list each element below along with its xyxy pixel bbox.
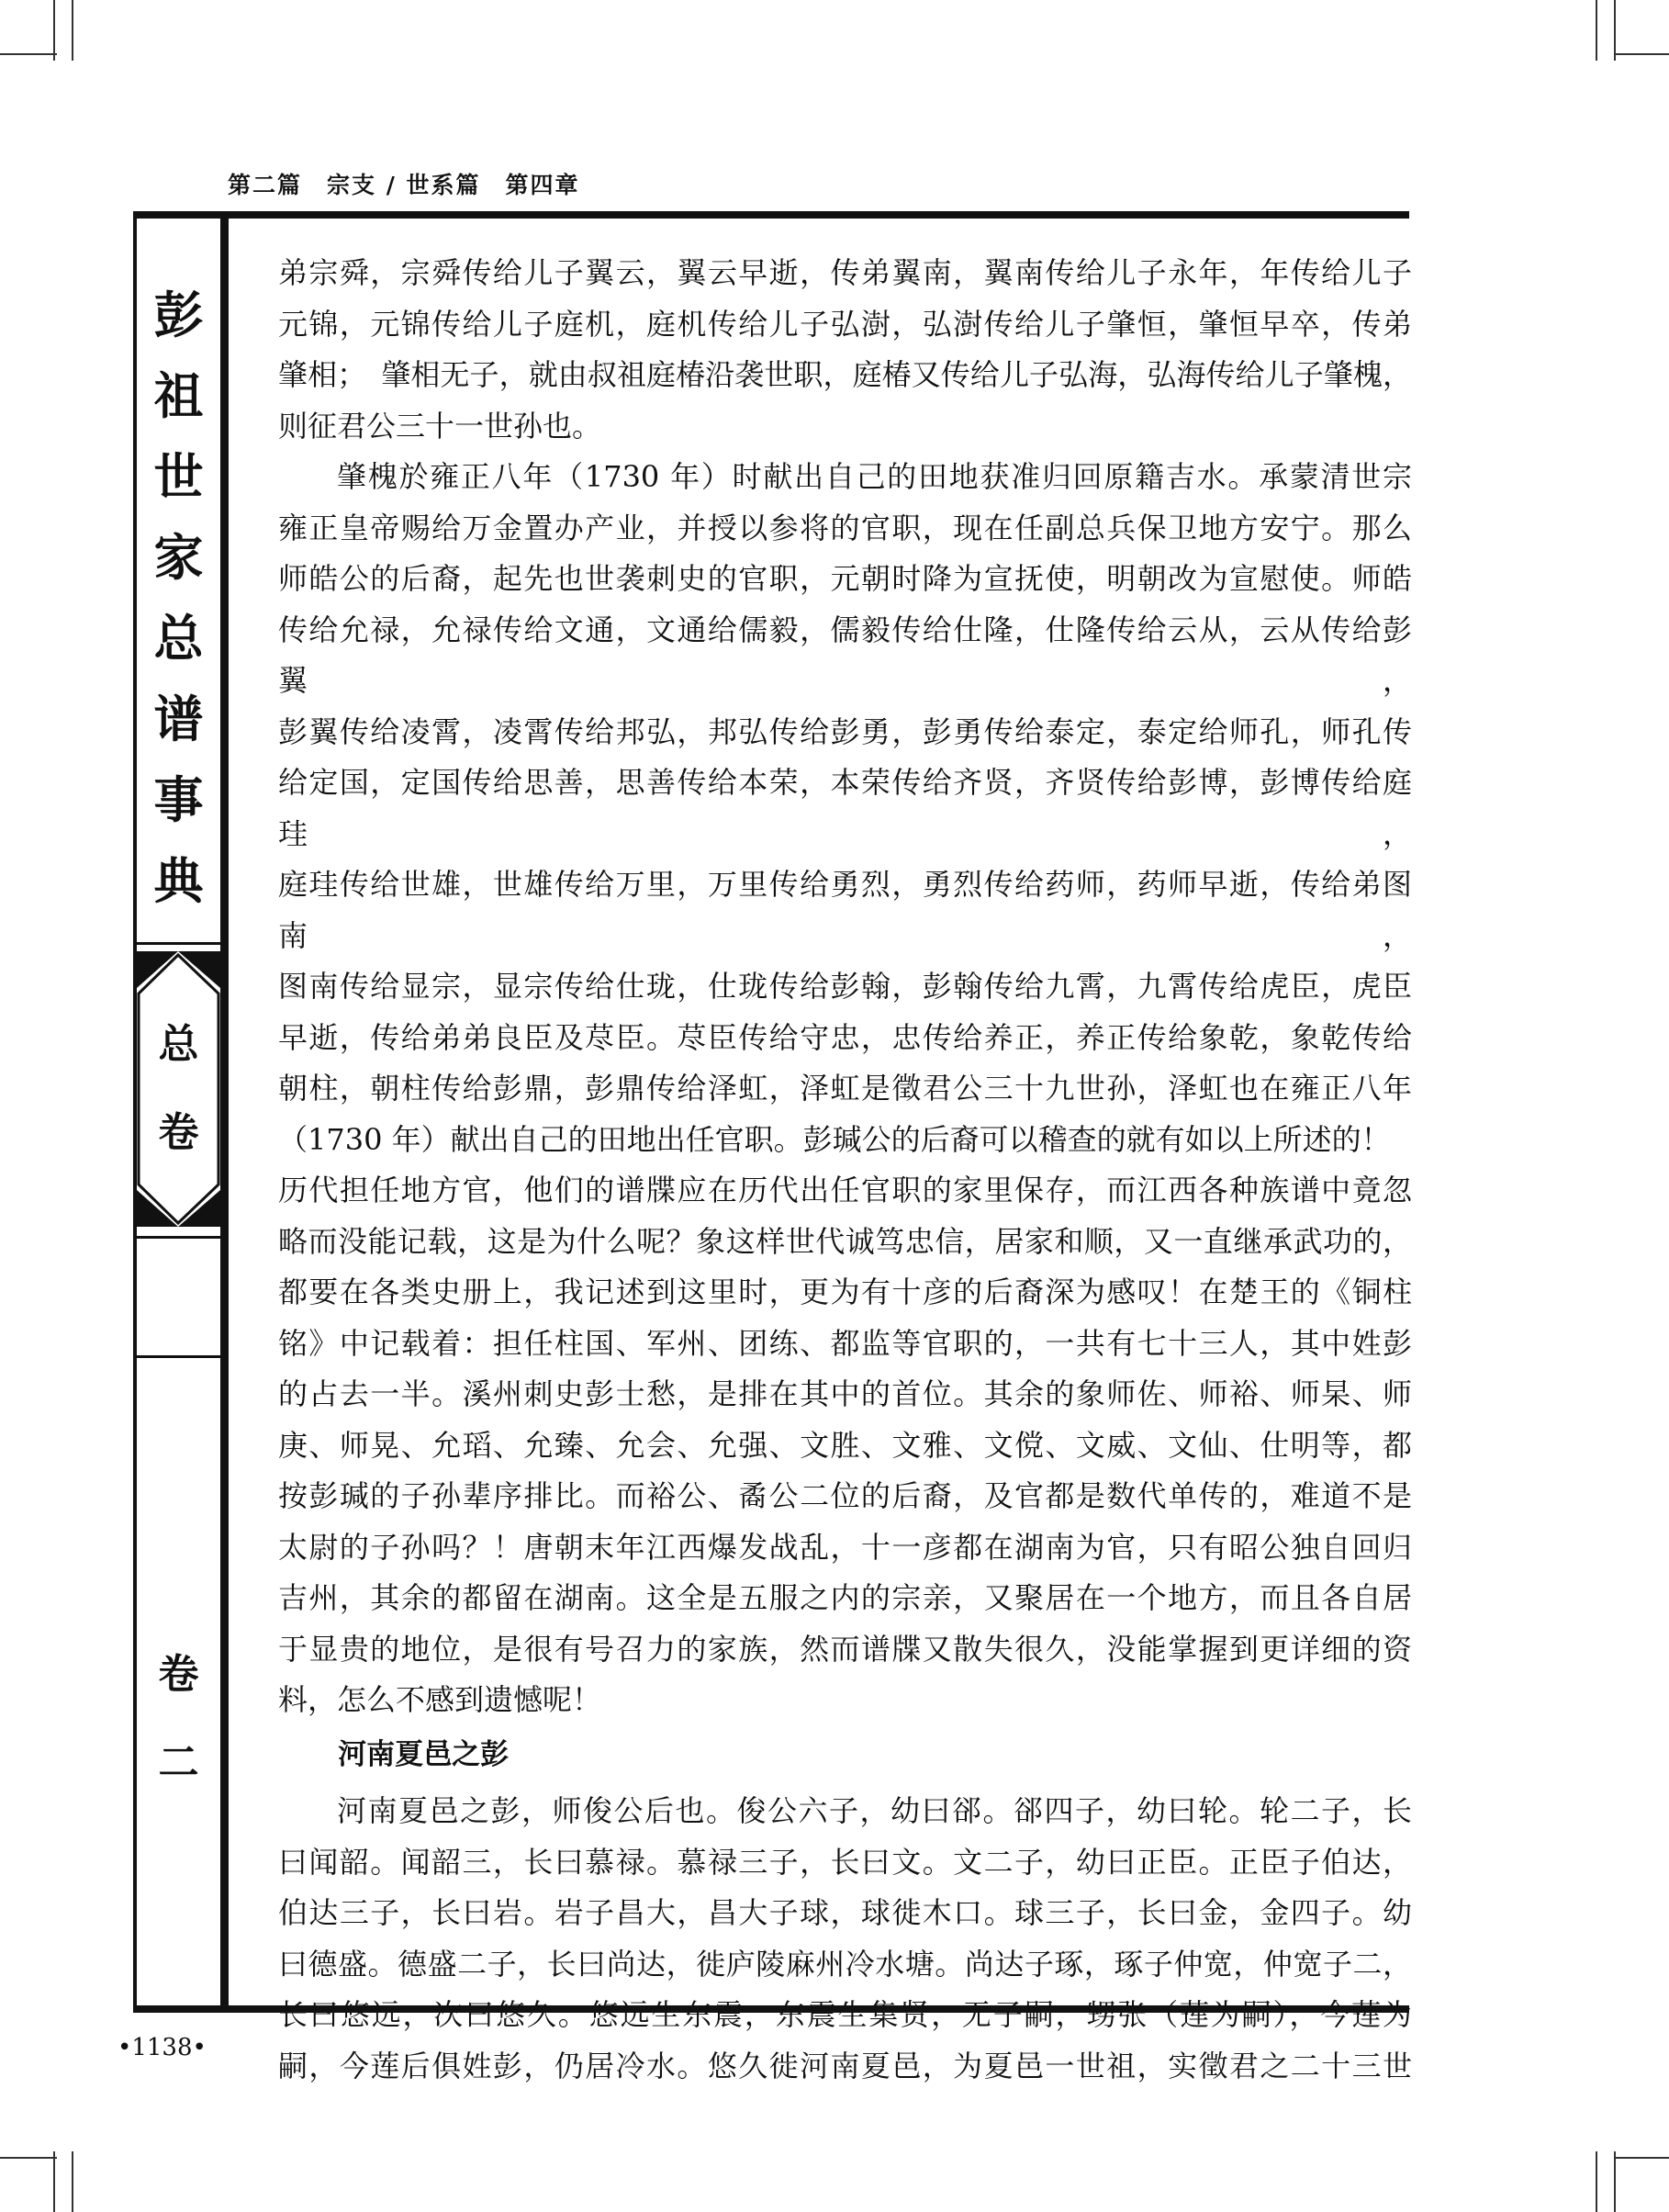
text-line: 弟宗舜，宗舜传给儿子翼云，翼云早逝，传弟翼南，翼南传给儿子永年，年传给儿子 xyxy=(278,255,1412,290)
text-line: 河南夏邑之彭，师俊公后也。俊公六子，幼曰郤。郤四子，幼曰轮。轮二子，长 xyxy=(337,1793,1412,1828)
running-header: 第二篇 宗支 / 世系篇 第四章 xyxy=(228,172,580,198)
sidebar-title-char: 祖 xyxy=(153,367,204,425)
text-line: 则征君公三十一世孙也。 xyxy=(278,408,602,444)
sidebar-volume-label xyxy=(137,1001,220,1177)
text-line: 肇槐於雍正八年（1730 年）时献出自己的田地获准归回原籍吉水。承蒙清世宗 xyxy=(337,459,1412,494)
text-line: 铭》中记载着：担任柱国、军州、团练、都监等官职的，一共有七十三人，其中姓彭 xyxy=(278,1325,1412,1361)
sidebar-book-title xyxy=(137,275,220,922)
sidebar-title-char: 谱 xyxy=(153,691,204,748)
main-text xyxy=(278,248,1412,2092)
crop-mark xyxy=(1596,0,1597,61)
text-line: 伯达三子，长曰岩。岩子昌大，昌大子球，球徙木口。球三子，长曰金，金四子。幼 xyxy=(278,1895,1412,1930)
text-line: 师皓公的后裔，起先也世袭刺史的官职，元朝时降为宣抚使，明朝改为宣慰使。师皓 xyxy=(278,561,1412,596)
text-line: 的占去一半。溪州刺史彭士愁，是排在其中的首位。其余的象师佐、师裕、师杲、师 xyxy=(278,1376,1412,1411)
text-line: 早逝，传给弟弟良臣及荩臣。荩臣传给守忠，忠传给养正，养正传给象乾，象乾传给 xyxy=(278,1019,1412,1055)
sidebar-part-label xyxy=(137,1631,220,1807)
paragraph-1 xyxy=(278,248,1412,452)
sidebar-volume-char: 卷 xyxy=(158,1109,199,1156)
text-line: （1730 年）献出自己的田地出任官职。彭瑊公的后裔可以稽查的就有如以上所述的！ xyxy=(278,1121,1391,1157)
section-heading: 河南夏邑之彭 xyxy=(338,1737,510,1771)
sidebar-divider xyxy=(137,1236,220,1239)
text-line: 都要在各类史册上，我记述到这里时，更为有十彦的后裔深为感叹！在楚王的《铜柱 xyxy=(278,1274,1412,1309)
sidebar-title-char: 彭 xyxy=(153,286,204,344)
sidebar-divider xyxy=(137,1355,220,1358)
crop-mark xyxy=(1614,2157,1669,2159)
sidebar-part-char: 卷 xyxy=(158,1651,199,1698)
frame-top-rule xyxy=(133,211,1409,219)
text-line: 嗣，今莲后俱姓彭，仍居冷水。悠久徙河南夏邑，为夏邑一世祖，实徵君之二十三世 xyxy=(278,2048,1412,2083)
text-line: 肇相； 肇相无子，就由叔祖庭椿沿袭世职，庭椿又传给儿子弘海，弘海传给儿子肇槐， xyxy=(278,357,1412,392)
text-line: 吉州，其余的都留在湖南。这全是五服之内的宗亲，又聚居在一个地方，而且各自居 xyxy=(278,1580,1412,1615)
text-line: 按彭瑊的子孙辈序排比。而裕公、矞公二位的后裔，及官都是数代单传的，难道不是 xyxy=(278,1478,1412,1513)
crop-mark xyxy=(0,53,57,55)
text-line: 料，怎么不感到遗憾呢！ xyxy=(278,1682,602,1717)
text-line: 于显贵的地位，是很有号召力的家族，然而谱牒又散失很久，没能掌握到更详细的资 xyxy=(278,1631,1412,1667)
text-line: 长曰悠远，次曰悠久。悠远生东震，东震生集贤，无子嗣，甥张（莲为嗣），今莲为 xyxy=(278,1997,1412,2032)
sidebar-title-char: 家 xyxy=(153,529,204,587)
text-line: 雍正皇帝赐给万金置办产业，并授以参将的官职，现在任副总兵保卫地方安宁。那么 xyxy=(278,510,1412,545)
crop-mark xyxy=(1596,2151,1597,2212)
sidebar-title-char: 事 xyxy=(153,771,204,829)
paragraph-3 xyxy=(278,1786,1412,2092)
crop-mark xyxy=(1614,2151,1616,2212)
crop-mark xyxy=(0,2157,57,2159)
text-line: 庚、师晃、允瑫、允臻、允会、允强、文胜、文雅、文傥、文威、文仙、仕明等，都 xyxy=(278,1427,1412,1463)
text-line: 图南传给显宗，显宗传给仕珑，仕珑传给彭翰，彭翰传给九霄，九霄传给虎臣，虎臣 xyxy=(278,969,1412,1004)
sidebar-divider xyxy=(137,942,220,945)
crop-mark xyxy=(72,0,73,61)
crop-mark xyxy=(1614,53,1669,55)
text-line: 彭翼传给凌霄，凌霄传给邦弘，邦弘传给彭勇，彭勇传给泰定，泰定给师孔，师孔传 xyxy=(278,713,1412,749)
crop-mark xyxy=(72,2151,73,2212)
page-number: •1138• xyxy=(118,2034,207,2061)
text-line: 曰闻韶。闻韶三，长曰慕禄。慕禄三子，长曰文。文二子，幼曰正臣。正臣子伯达， xyxy=(278,1844,1412,1880)
crop-mark xyxy=(53,2151,55,2212)
sidebar-part-char: 二 xyxy=(158,1739,199,1786)
text-line: 给定国，定国传给思善，思善传给本荣，本荣传给齐贤，齐贤传给彭博，彭博传给庭珪， xyxy=(278,765,1412,851)
sidebar-title-char: 典 xyxy=(153,852,204,910)
sidebar-title-char: 世 xyxy=(153,448,204,506)
frame-inner-rule xyxy=(220,211,229,2013)
crop-mark xyxy=(53,0,55,61)
text-line: 朝柱，朝柱传给彭鼎，彭鼎传给泽虹，泽虹是徵君公三十九世孙，泽虹也在雍正八年 xyxy=(278,1071,1412,1106)
text-line: 庭珪传给世雄，世雄传给万里，万里传给勇烈，勇烈传给药师，药师早逝，传给弟图南， xyxy=(278,867,1412,953)
paragraph-2 xyxy=(278,452,1412,1726)
text-line: 历代担任地方官，他们的谱牒应在历代出任官职的家里保存，而江西各种族谱中竟忽 xyxy=(278,1173,1412,1207)
crop-mark xyxy=(1614,0,1616,61)
text-line: 太尉的子孙吗？！唐朝末年江西爆发战乱，十一彦都在湖南为官，只有昭公独自回归 xyxy=(278,1529,1412,1565)
sidebar-volume-char: 总 xyxy=(158,1021,199,1068)
text-line: 传给允禄，允禄传给文通，文通给儒毅，儒毅传给仕隆，仕隆传给云从，云从传给彭翼， xyxy=(278,612,1412,698)
text-line: 曰德盛。德盛二子，长曰尚达，徙庐陵麻州冷水塘。尚达子琢，琢子仲宽，仲宽子二， xyxy=(278,1946,1412,1982)
text-line: 元锦，元锦传给儿子庭机，庭机传给儿子弘澍，弘澍传给儿子肇恒，肇恒早卒，传弟 xyxy=(278,306,1412,342)
sidebar-title-char: 总 xyxy=(153,610,204,668)
text-line: 略而没能记载，这是为什么呢？象这样世代诚笃忠信，居家和顺，又一直继承武功的， xyxy=(278,1223,1412,1259)
